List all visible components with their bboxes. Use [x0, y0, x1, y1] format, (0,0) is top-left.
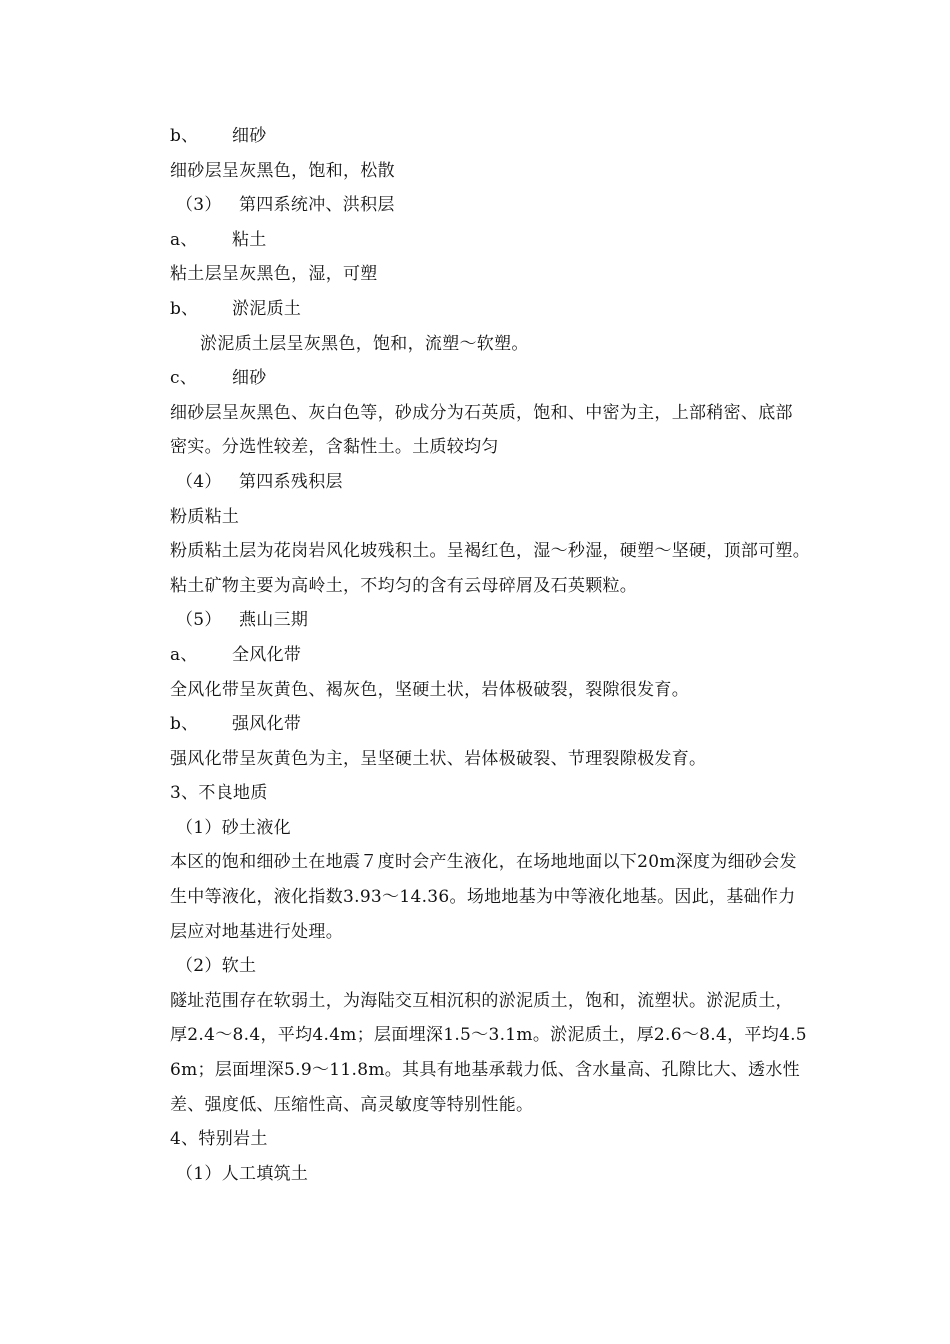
paragraph-line: 粘土矿物主要为高岭土，不均匀的含有云母碎屑及石英颗粒。 — [170, 575, 638, 596]
heading-text: 细砂 — [232, 368, 267, 389]
heading-text: 淤泥质土 — [232, 298, 302, 319]
paragraph-line: 隧址范围存在软弱土，为海陆交互相沉积的淤泥质土，饱和，流塑状。淤泥质土， — [170, 990, 793, 1011]
list-marker: （4） — [176, 471, 222, 492]
paragraph-line: 厚2.4～8.4，平均4.4m；层面埋深1.5～3.1m。淤泥质土，厚2.6～8.4，平均4.5 — [170, 1025, 807, 1046]
subsection-heading: 粉质粘土 — [170, 506, 240, 527]
list-marker: a、 — [170, 229, 198, 250]
section-heading: （2）软土 — [176, 956, 257, 977]
paragraph-line: 细砂层呈灰黑色、灰白色等，砂成分为石英质，饱和、中密为主，上部稍密、底部 — [170, 402, 793, 423]
subsection-heading — [170, 223, 875, 258]
chapter-heading: 4、特别岩土 — [170, 1129, 268, 1150]
subsection-heading — [170, 292, 875, 327]
subsection-heading — [170, 707, 875, 742]
paragraph-line: 粘土层呈灰黑色，湿，可塑 — [170, 264, 378, 285]
list-marker: a、 — [170, 644, 198, 665]
subsection-heading — [170, 119, 875, 154]
heading-text: 全风化带 — [232, 644, 302, 665]
list-marker: b、 — [170, 126, 199, 146]
paragraph-line: 密实。分选性较差，含黏性土。土质较均匀 — [170, 437, 499, 458]
list-marker: （5） — [176, 610, 222, 631]
section-heading — [170, 603, 875, 638]
paragraph-line: 淤泥质土层呈灰黑色，饱和，流塑～软塑。 — [200, 333, 529, 354]
section-heading — [170, 465, 875, 500]
list-marker: （3） — [176, 195, 222, 216]
heading-text: 细砂 — [232, 126, 267, 146]
paragraph-line: 生中等液化，液化指数3.93～14.36。场地地基为中等液化地基。因此，基础作力 — [170, 887, 796, 908]
chapter-heading: 3、不良地质 — [170, 783, 268, 804]
section-heading — [170, 188, 875, 223]
paragraph-line: 细砂层呈灰黑色，饱和，松散 — [170, 160, 395, 181]
section-heading: （1）人工填筑土 — [176, 1163, 309, 1184]
heading-text: 第四系残积层 — [239, 471, 343, 492]
heading-text: 粘土 — [232, 229, 267, 250]
paragraph-line: 粉质粘土层为花岗岩风化坡残积土。呈褐红色，湿～秒湿，硬塑～坚硬，顶部可塑。 — [170, 541, 811, 562]
subsection-heading — [170, 361, 875, 396]
list-marker: c、 — [170, 368, 198, 389]
paragraph-line: 差、强度低、压缩性高、高灵敏度等特别性能。 — [170, 1094, 534, 1115]
heading-text: 强风化带 — [232, 714, 302, 735]
paragraph-line: 6m；层面埋深5.9～11.8m。其具有地基承载力低、含水量高、孔隙比大、透水性 — [170, 1060, 800, 1081]
list-marker: b、 — [170, 714, 199, 735]
paragraph-line: 全风化带呈灰黄色、褐灰色，坚硬土状，岩体极破裂，裂隙很发育。 — [170, 679, 689, 700]
heading-text: 第四系统冲、洪积层 — [239, 195, 395, 216]
paragraph-line: 层应对地基进行处理。 — [170, 921, 343, 942]
subsection-heading — [170, 638, 875, 673]
section-heading: （1）砂土液化 — [176, 817, 291, 838]
heading-text: 燕山三期 — [239, 610, 309, 631]
list-marker: b、 — [170, 298, 199, 319]
document-body — [170, 119, 875, 1191]
paragraph-line: 本区的饱和细砂土在地震７度时会产生液化，在场地地面以下20m深度为细砂会发 — [170, 852, 797, 873]
paragraph-line: 强风化带呈灰黄色为主，呈坚硬土状、岩体极破裂、节理裂隙极发育。 — [170, 748, 707, 769]
